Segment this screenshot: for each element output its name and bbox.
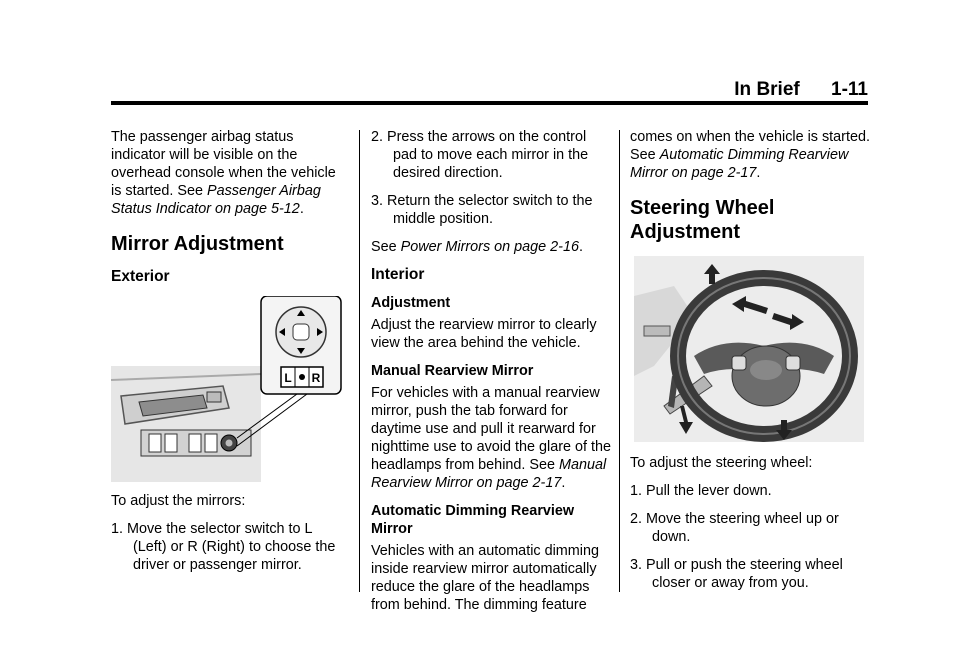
manual-mirror-heading: Manual Rearview Mirror [371, 363, 534, 379]
door-lock-switch [207, 392, 221, 402]
manual-mirror-page-ref[interactable]: Manual Rearview Mirror on page 2-17 [371, 457, 607, 491]
auto-dimming-page-ref[interactable]: Automatic Dimming Rearview Mirror on page 2-17 [630, 147, 849, 181]
manual-mirror-text: For vehicles with a manual rearview mirror, push the tab forward for daytime use and pull it rearward for nighttime use to avoid the glare of the headlamps from behind. See [371, 385, 611, 473]
steering-step-2: 2. Move the steering wheel up or down. [630, 511, 839, 545]
steering-steps-list [630, 482, 870, 592]
power-mirrors-ref-paragraph [371, 238, 611, 256]
airbag-page-ref[interactable]: Passenger Airbag Status Indicator on page 5-12 [111, 183, 321, 217]
airbag-text: The passenger airbag status indicator will be visible on the overhead console when the vehicle is started. See [111, 129, 336, 199]
mirror-adjustment-heading: Mirror Adjustment [111, 233, 284, 255]
interior-heading: Interior [371, 266, 425, 283]
column-divider-1 [359, 130, 360, 592]
column-divider-2 [619, 130, 620, 592]
auto-dimming-heading: Automatic Dimming Rearview Mirror [371, 503, 575, 537]
column-3 [630, 128, 870, 602]
power-mirrors-page-ref[interactable]: Power Mirrors on page 2-16 [400, 239, 579, 255]
auto-dimming-cont-end: . [756, 165, 761, 181]
manual-mirror-paragraph [371, 384, 611, 492]
selector-right-label: R [311, 371, 321, 385]
steering-step-3: 3. Pull or push the steering wheel closer or away from you. [630, 557, 843, 591]
adjustment-heading: Adjustment [371, 295, 451, 311]
mirror-step-3: 3. Return the selector switch to the middle position. [371, 193, 593, 227]
column-2 [371, 128, 611, 624]
airbag-text-end: . [299, 201, 304, 217]
mirror-steps-list [111, 520, 343, 574]
auto-dimming-text: Vehicles with an automatic dimming inside rearview mirror automatically reduce the glare of the headlamps from behind. The dimming feature [371, 543, 599, 613]
auto-dimming-cont-paragraph [630, 128, 870, 182]
airbag-paragraph [111, 128, 343, 218]
steering-adjust-text: To adjust the steering wheel: [630, 455, 813, 471]
mirror-step-1: 1. Move the selector switch to L (Left) or R (Right) to choose the driver or passenger mirror. [111, 521, 336, 573]
exterior-mirror-switch-figure [111, 296, 343, 482]
page-number: 1-11 [831, 79, 868, 100]
adjustment-text: Adjust the rearview mirror to clearly view the area behind the vehicle. [371, 317, 597, 351]
steering-wheel-heading: Steering Wheel Adjustment [630, 197, 775, 243]
steering-wheel-figure [634, 256, 864, 442]
auto-dimming-cont-text: comes on when the vehicle is started. See [630, 129, 870, 163]
mirror-step-2: 2. Press the arrows on the control pad to move each mirror in the desired direction. [371, 129, 589, 181]
column-1 [111, 128, 343, 584]
exterior-heading: Exterior [111, 268, 170, 285]
section-title: In Brief [734, 79, 800, 100]
page-header [734, 79, 868, 101]
see-text: See [371, 239, 401, 255]
selector-left-label: L [284, 371, 292, 385]
header-rule [111, 101, 868, 105]
manual-mirror-text-end: . [561, 475, 566, 491]
door-panel [111, 366, 261, 482]
steering-step-1: 1. Pull the lever down. [630, 483, 772, 499]
adjust-mirrors-text: To adjust the mirrors: [111, 493, 246, 509]
mirror-steps-list-cont [371, 128, 611, 228]
see-text-end: . [578, 239, 583, 255]
